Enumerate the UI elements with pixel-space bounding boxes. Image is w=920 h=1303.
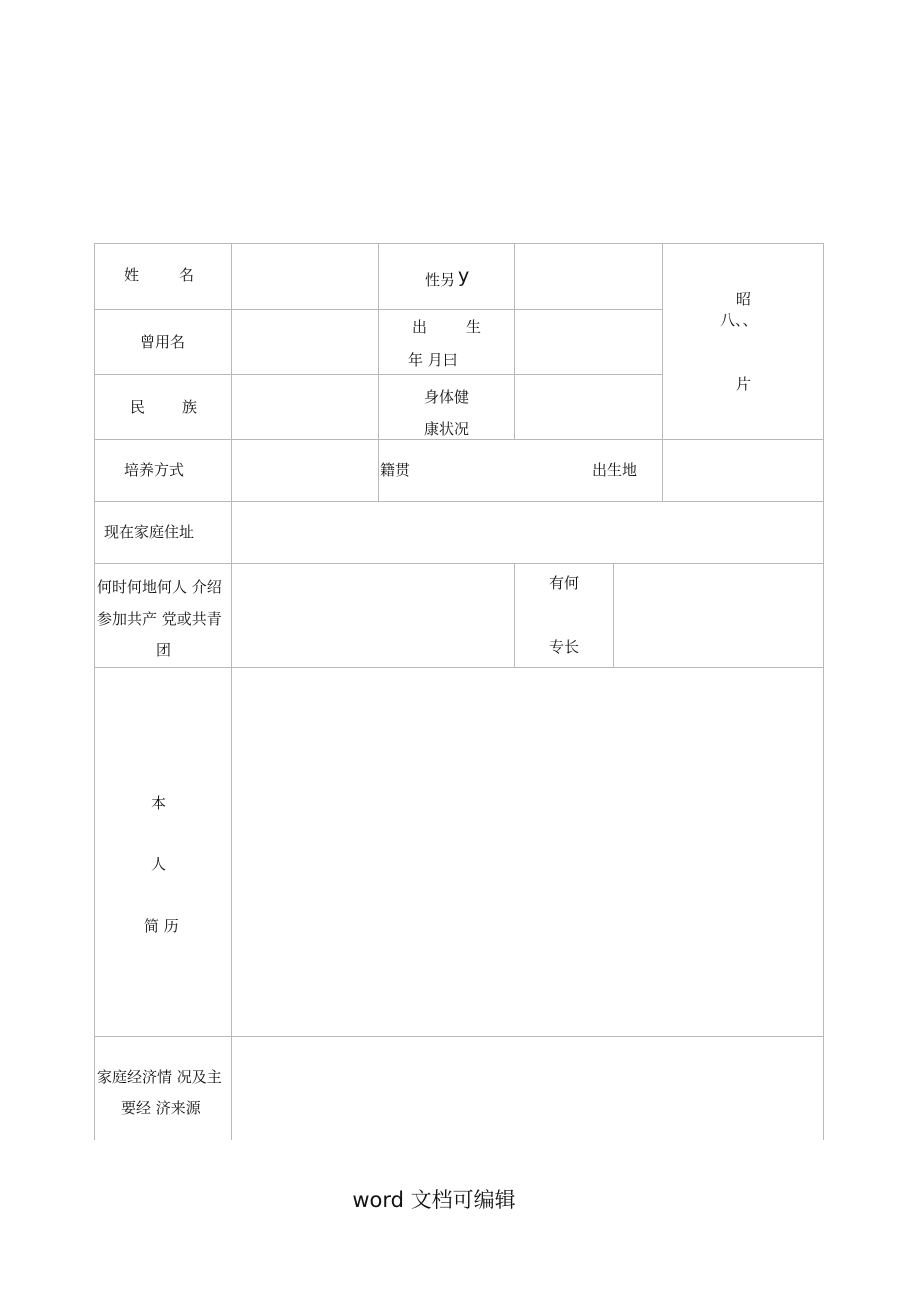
economy-label-line2: 要经 济来源 — [121, 1099, 201, 1117]
grid-line — [662, 243, 663, 501]
name-label-char2: 名 — [179, 266, 195, 284]
name-label-char1: 姓 — [124, 266, 140, 284]
gender-label-text: 性另 — [425, 271, 456, 289]
resume-label-char1: 本 — [151, 794, 167, 812]
training-method-label: 培养方式 — [124, 461, 185, 479]
health-label-line2: 康状况 — [424, 420, 470, 438]
birthplace-label: 出生地 — [592, 461, 638, 479]
grid-line — [231, 243, 232, 1140]
grid-line — [94, 1036, 823, 1037]
grid-line — [514, 243, 515, 439]
photo-label-line1: 昭 — [736, 290, 752, 308]
resume-label-char2: 人 — [151, 855, 167, 873]
grid-line — [823, 243, 824, 1140]
ethnic-label-char1: 民 — [130, 398, 146, 416]
footer-note: word 文档可编辑 — [352, 1188, 516, 1212]
economy-label-line1: 家庭经济情 况及主 — [97, 1068, 222, 1086]
grid-line — [94, 243, 823, 244]
grid-line — [94, 243, 95, 1140]
gender-label — [425, 265, 470, 289]
grid-line — [613, 563, 614, 667]
birth-label-char2: 生 — [466, 318, 482, 336]
birth-date-label: 年 月曰 — [408, 351, 458, 369]
grid-line — [94, 667, 823, 668]
home-address-label: 现在家庭住址 — [104, 523, 195, 541]
grid-line — [378, 243, 379, 501]
party-label-line1: 何时何地何人 介绍 — [97, 578, 222, 596]
health-label-line1: 身体健 — [424, 388, 470, 406]
birth-label-char1: 出 — [412, 318, 428, 336]
party-label-line3: 团 — [156, 641, 172, 659]
resume-label-char3: 简 历 — [144, 917, 179, 935]
gender-label-suffix: y — [458, 265, 470, 287]
photo-label-line2: 八、、 — [720, 311, 758, 329]
grid-line — [514, 563, 515, 667]
grid-line — [94, 563, 823, 564]
specialty-label-line2: 专长 — [549, 638, 580, 656]
photo-label-line3: 片 — [736, 375, 752, 393]
native-place-label: 籍贯 — [380, 461, 411, 479]
former-name-label: 曾用名 — [140, 333, 186, 351]
grid-line — [94, 439, 823, 440]
party-label-line2: 参加共产 党或共青 — [97, 610, 222, 628]
specialty-label-line1: 有何 — [549, 574, 580, 592]
ethnic-label-char2: 族 — [182, 398, 198, 416]
grid-line — [94, 501, 823, 502]
